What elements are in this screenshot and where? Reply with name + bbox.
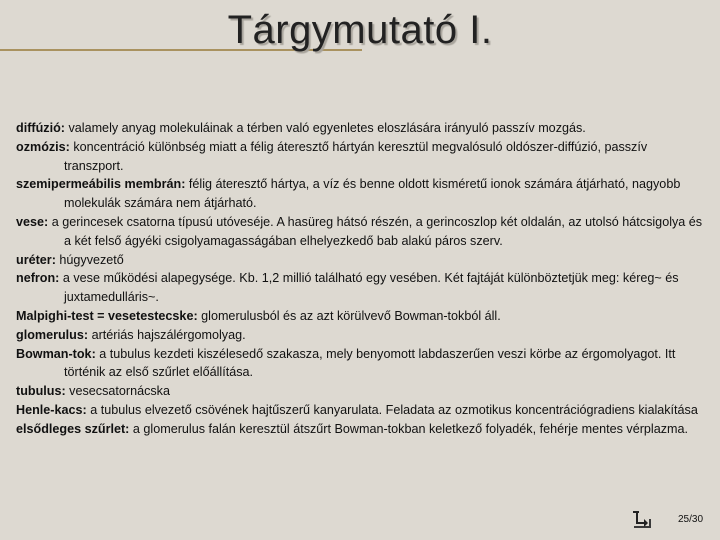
- entry-definition: koncentráció különbség miatt a félig áteresztő hártyán keresztül megvalósuló oldószer-diffúzió, passzív transzport.: [64, 139, 648, 173]
- entry-term: tubulus:: [16, 384, 66, 399]
- glossary-entry-diffuzio: [16, 119, 706, 138]
- entry-term: Malpighi-test = vesetestecske:: [16, 308, 198, 323]
- glossary-entry-glomerulus: [16, 326, 706, 345]
- entry-term: Henle-kacs:: [16, 402, 87, 417]
- glossary-entry-bowman: [16, 345, 706, 383]
- entry-definition: artériás hajszálérgomolyag.: [88, 327, 246, 342]
- glossary-entry-henle: [16, 401, 706, 420]
- glossary-entry-vese: [16, 213, 706, 251]
- entry-term: szemipermeábilis membrán:: [16, 177, 186, 192]
- entry-term: elsődleges szűrlet:: [16, 421, 130, 436]
- entry-definition: félig áteresztő hártya, a víz és benne oldott kisméretű ionok számára átjárható, nagyobb molekulák számára nem átjárható.: [64, 177, 681, 211]
- entry-term: nefron:: [16, 271, 60, 286]
- entry-definition: a tubulus elvezető csövének hajtűszerű kanyarulata. Feladata az ozmotikus koncentrációgradiens kialakítása: [86, 402, 698, 417]
- entry-term: vese:: [16, 214, 49, 229]
- glossary-list: [16, 119, 706, 439]
- glossary-entry-nefron: [16, 269, 706, 307]
- entry-definition: valamely anyag molekuláinak a térben való egyenletes eloszlására irányuló passzív mozgás.: [64, 121, 586, 135]
- entry-term: glomerulus:: [16, 327, 89, 342]
- page-title: Tárgymutató I.: [227, 8, 493, 52]
- glossary-entry-tubulus: [16, 382, 706, 401]
- entry-definition: a gerincesek csatorna típusú utóveséje. A hasüreg hátsó részén, a gerincoszlop két oldalán, az utolsó hátcsigolya és a két felső ágyéki csigolyamagasságában elhelyezkedő bab alakú páros szerv.: [48, 214, 703, 248]
- entry-term: diffúzió:: [16, 121, 65, 135]
- glossary-entry-membran: [16, 175, 706, 213]
- entry-definition: a tubulus kezdeti kiszélesedő szakasza, mely benyomott labdaszerűen veszi körbe az érgomolyagot. Itt történik az első szűrlet előállítása.: [64, 346, 676, 380]
- glossary-entry-malpighi: [16, 307, 706, 326]
- glossary-entry-ureter: [16, 251, 706, 270]
- glossary-entry-ozmozis: [16, 138, 706, 176]
- entry-definition: húgyvezető: [55, 252, 124, 267]
- entry-definition: a vese működési alapegysége. Kb. 1,2 millió található egy vesében. Két fajtáját különböztetjük meg: kéreg~ és juxtamedulláris~.: [59, 271, 679, 305]
- glossary-entry-szurlet: [16, 420, 706, 439]
- entry-term: ozmózis:: [16, 139, 70, 154]
- page-number: 25/30: [678, 514, 704, 525]
- entry-definition: vesecsatornácska: [65, 384, 170, 399]
- entry-term: Bowman-tok:: [16, 346, 96, 361]
- entry-term: uréter:: [16, 252, 56, 267]
- entry-definition: a glomerulus falán keresztül átszűrt Bowman-tokban keletkező folyadék, fehérje mentes vérplazma.: [129, 421, 688, 436]
- entry-definition: glomerulusból és az azt körülvevő Bowman-tokból áll.: [197, 308, 501, 323]
- return-arrow-icon[interactable]: [632, 509, 652, 529]
